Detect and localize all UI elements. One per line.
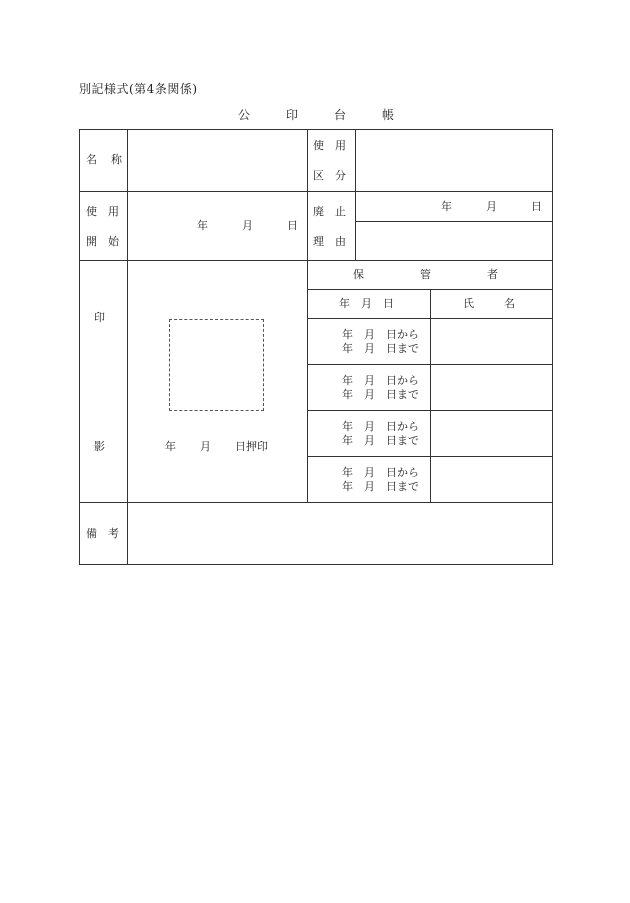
- usage-start-date: 年 月 日: [197, 219, 298, 232]
- row-sep-remarks: [79, 502, 553, 503]
- label-usage-category-2: 区 分: [313, 169, 346, 182]
- stamp-date: 年 月 日押印: [165, 440, 268, 453]
- custodian-col-name: 氏 名: [463, 297, 515, 310]
- label-name: 名 称: [86, 153, 122, 166]
- border-left: [79, 129, 80, 565]
- col-sep-right-label: [355, 129, 356, 260]
- page-title: 公 印 台 帳: [237, 108, 395, 122]
- period-row-2-to: 年 月 日まで: [342, 388, 419, 401]
- form-caption: 別記様式(第4条関係): [79, 82, 198, 96]
- seal-register-form: [79, 129, 553, 565]
- label-usage-category-1: 使 用: [313, 139, 346, 152]
- label-usage-start-2: 開 始: [86, 235, 119, 248]
- row-sep-abolition: [355, 221, 553, 222]
- col-sep-middle: [307, 129, 308, 502]
- label-remarks: 備 考: [86, 527, 119, 540]
- period-row-2-from: 年 月 日から: [342, 374, 419, 387]
- label-seal-impression-2: 影: [94, 440, 105, 453]
- border-top: [79, 129, 553, 130]
- seal-stamp-area[interactable]: [169, 319, 264, 411]
- label-usage-start-1: 使 用: [86, 205, 119, 218]
- label-abolition-reason-2: 理 由: [313, 235, 346, 248]
- custodian-header: 保 管 者: [353, 268, 498, 281]
- border-bottom: [79, 564, 553, 565]
- period-row-4-from: 年 月 日から: [342, 466, 419, 479]
- period-row-1-from: 年 月 日から: [342, 328, 419, 341]
- abolition-date: 年 月 日: [441, 200, 542, 213]
- period-row-1-to: 年 月 日まで: [342, 342, 419, 355]
- label-abolition-reason-1: 廃 止: [313, 205, 346, 218]
- period-row-4-to: 年 月 日まで: [342, 480, 419, 493]
- period-row-3-to: 年 月 日まで: [342, 434, 419, 447]
- custodian-col-date: 年 月 日: [339, 297, 394, 310]
- col-sep-custodian: [430, 289, 431, 502]
- label-seal-impression-1: 印: [94, 311, 105, 324]
- col-sep-label: [127, 129, 128, 565]
- row-sep-1: [79, 191, 553, 192]
- row-sep-2: [79, 260, 553, 261]
- period-row-3-from: 年 月 日から: [342, 420, 419, 433]
- border-right: [552, 129, 553, 565]
